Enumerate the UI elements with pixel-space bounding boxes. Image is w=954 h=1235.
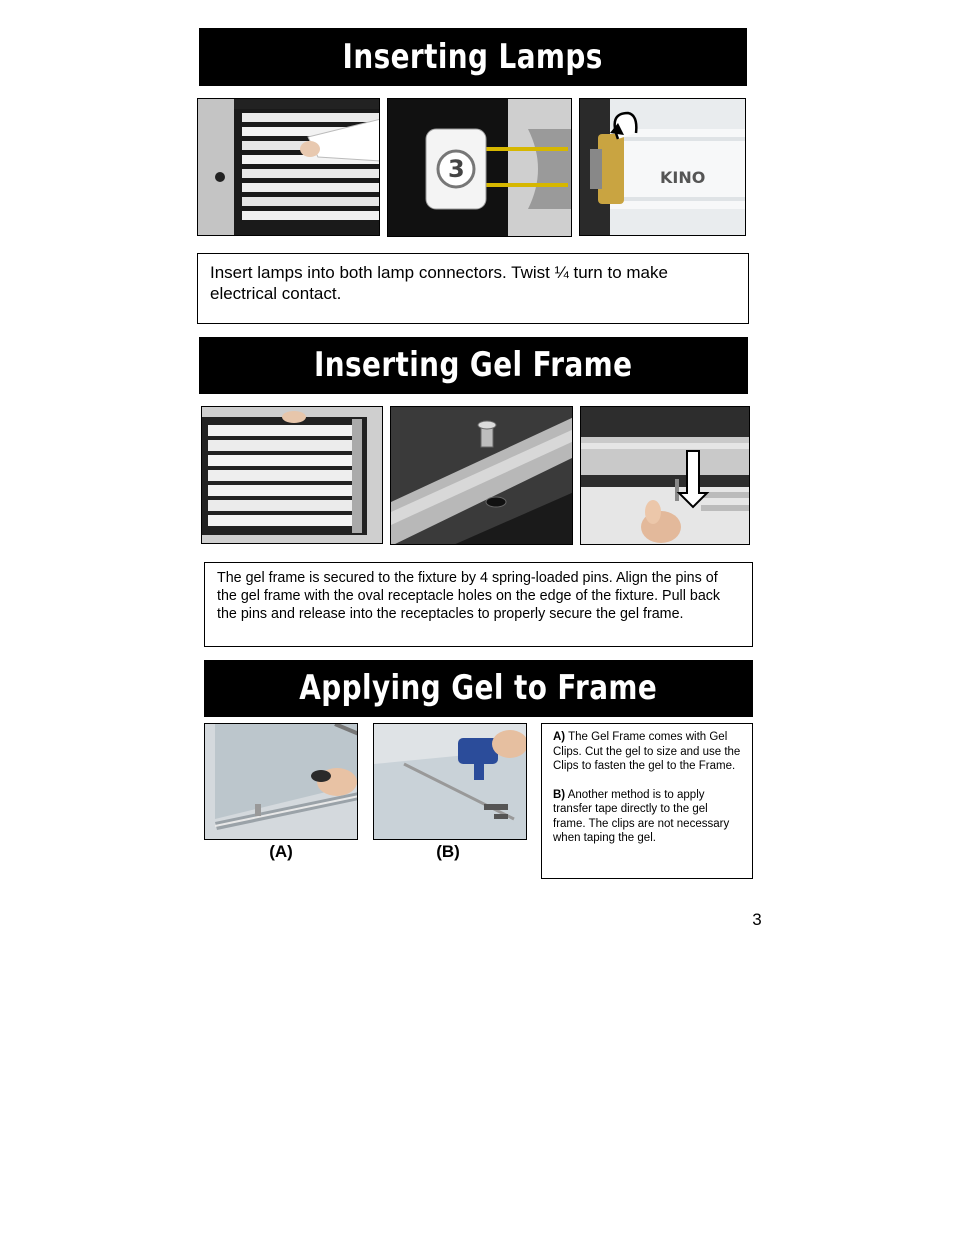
page-number: 3 (752, 910, 762, 929)
instruction-box-lamps (197, 253, 749, 324)
caption-a: (A) (269, 842, 293, 861)
photo-lamp-twist (579, 98, 746, 236)
photo-transfer-tape-b (373, 723, 527, 840)
caption-b: (B) (436, 842, 460, 861)
gel-method-notes (541, 723, 753, 879)
photo-lamp-connector (387, 98, 572, 237)
section-title-text: Inserting Lamps (342, 37, 604, 77)
svg-text:KINO: KINO (660, 168, 706, 187)
note-a-label: A) (553, 731, 566, 743)
note-b-text: Another method is to apply transfer tape directly to the gel frame. The clips are not necessary when taping the gel. (553, 788, 730, 844)
section-title-inserting-lamps (199, 28, 747, 86)
section-title-inserting-gel-frame (199, 337, 748, 394)
photo-lamp-insertion-fixture (197, 98, 380, 236)
note-a (553, 730, 741, 774)
instruction-text-lamps: Insert lamps into both lamp connectors. Twist ¼ turn to make electrical contact. (210, 263, 668, 303)
photo-pull-pin-arrow (580, 406, 750, 545)
instruction-box-gel-frame (204, 562, 753, 647)
photo-gel-clips-a (204, 723, 358, 840)
note-a-text: The Gel Frame comes with Gel Clips. Cut the gel to size and use the Clips to fasten the gel to the Frame. (553, 731, 741, 772)
note-b (553, 788, 741, 846)
photo-gel-frame-fixture (201, 406, 383, 544)
note-b-label: B) (553, 788, 566, 801)
section-title-text: Inserting Gel Frame (314, 345, 633, 385)
instruction-text-gel-frame: The gel frame is secured to the fixture by 4 spring-loaded pins. Align the pins of the gel frame with the oval receptacle holes on the edge of the fixture. Pull back the pins and release into the receptacles to properly secure the gel frame. (217, 570, 721, 622)
section-title-applying-gel (204, 660, 753, 717)
photo-spring-pin (390, 406, 573, 545)
section-title-text: Applying Gel to Frame (299, 668, 658, 708)
svg-text:3: 3 (448, 155, 465, 183)
